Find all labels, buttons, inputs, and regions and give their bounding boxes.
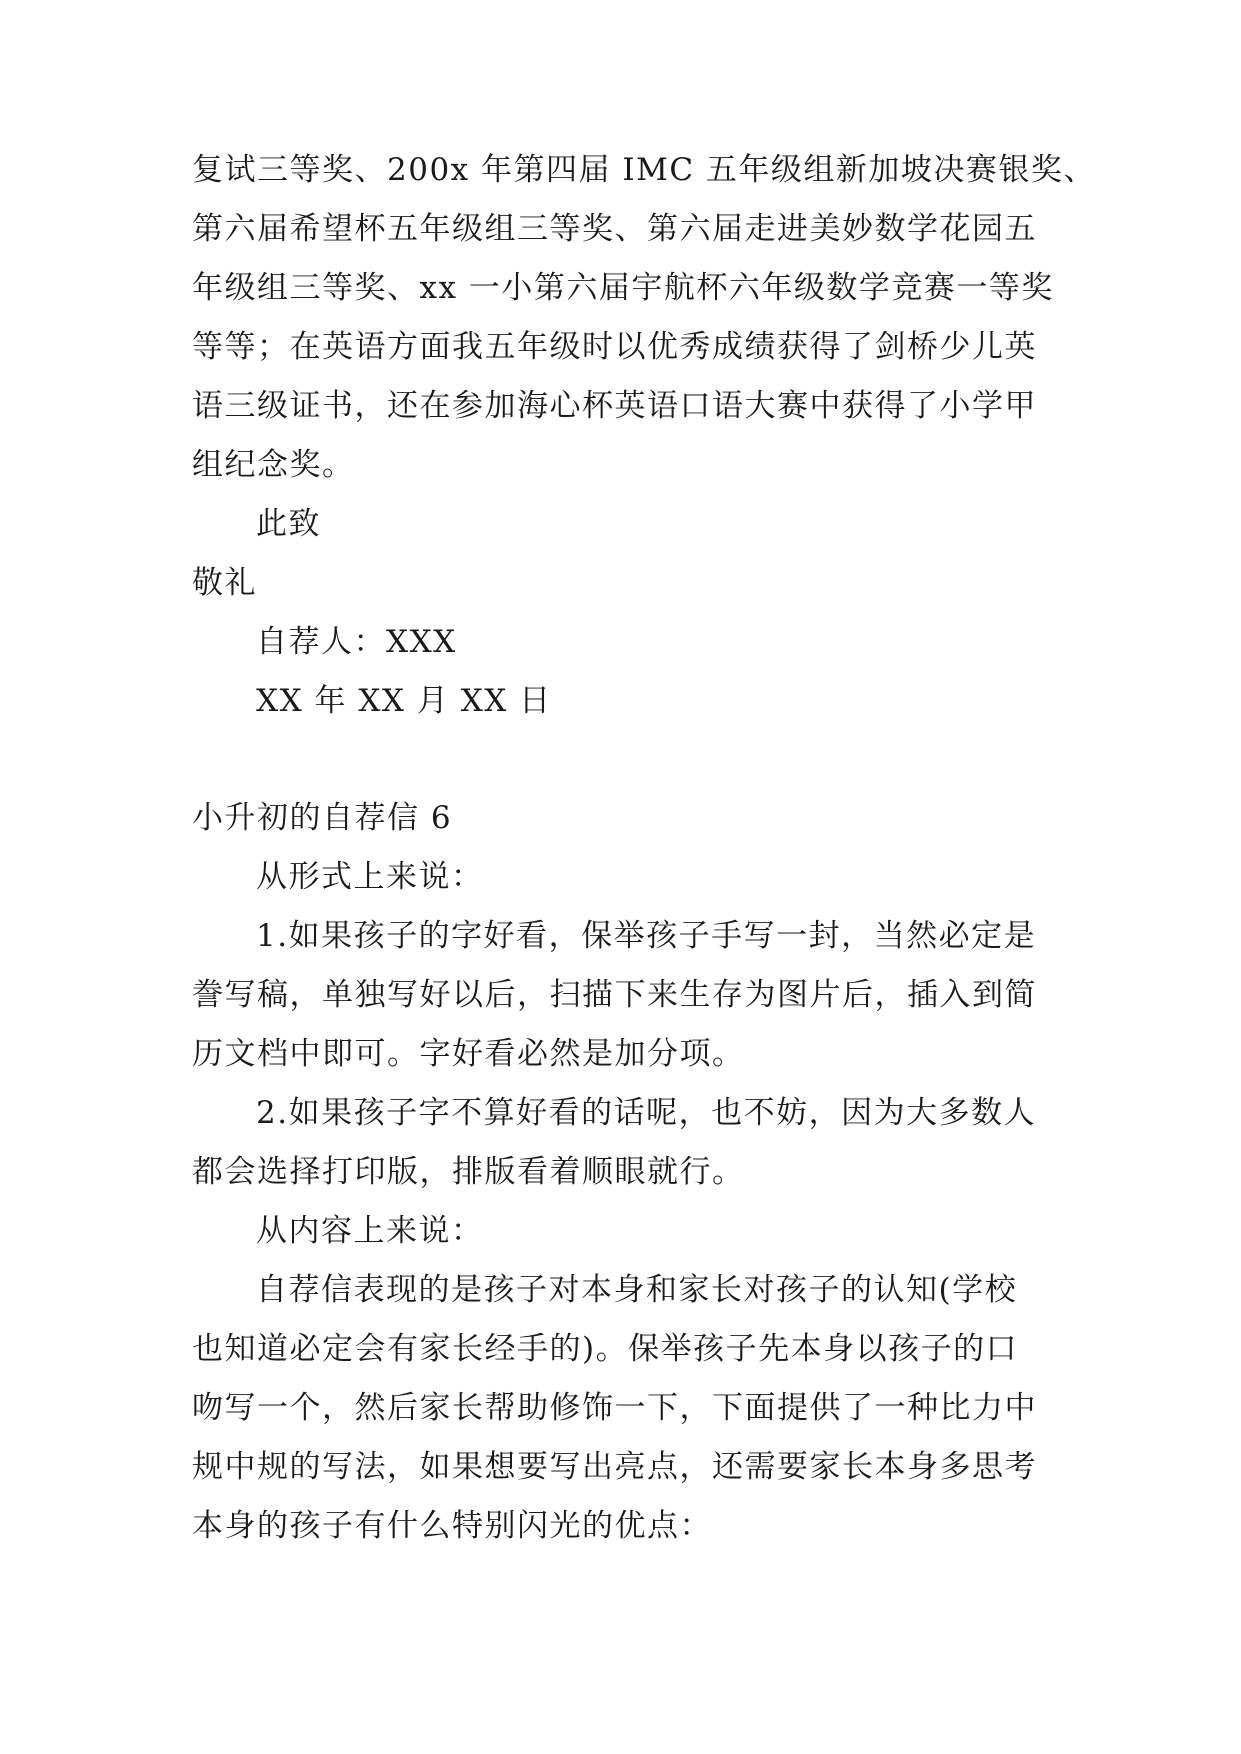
text-line: 年级组三等奖、xx 一小第六届宇航杯六年级数学竞赛一等奖 <box>192 270 1054 306</box>
text-line: 誊写稿，单独写好以后，扫描下来生存为图片后，插入到简 <box>192 977 1037 1013</box>
text-line: 本身的孩子有什么特别闪光的优点： <box>192 1508 712 1544</box>
text-line: 第六届希望杯五年级组三等奖、第六届走进美妙数学花园五 <box>192 211 1037 247</box>
text-line: 自荐信表现的是孩子对本身和家长对孩子的认知(学校 <box>256 1272 1018 1308</box>
text-line: 语三级证书，还在参加海心杯英语口语大赛中获得了小学甲 <box>192 388 1037 424</box>
text-line: 1.如果孩子的字好看，保举孩子手写一封，当然必定是 <box>256 918 1037 954</box>
text-line: 规中规的写法，如果想要写出亮点，还需要家长本身多思考 <box>192 1449 1037 1485</box>
text-line: 复试三等奖、200x 年第四届 IMC 五年级组新加坡决赛银奖、 <box>192 152 1096 188</box>
text-line: 历文档中即可。字好看必然是加分项。 <box>192 1036 745 1072</box>
signature-name: 自荐人：XXX <box>256 624 457 660</box>
closing-regards: 敬礼 <box>192 565 257 601</box>
text-line: 组纪念奖。 <box>192 447 355 483</box>
text-line: 从形式上来说： <box>256 859 484 895</box>
closing-salutation: 此致 <box>256 506 321 542</box>
text-line: 也知道必定会有家长经手的)。保举孩子先本身以孩子的口 <box>192 1331 1019 1367</box>
section-heading: 小升初的自荐信 6 <box>192 800 453 836</box>
text-line: 2.如果孩子字不算好看的话呢，也不妨，因为大多数人 <box>256 1095 1037 1131</box>
text-line: 从内容上来说： <box>256 1213 484 1249</box>
text-line: 等等；在英语方面我五年级时以优秀成绩获得了剑桥少儿英 <box>192 329 1037 365</box>
text-line: 都会选择打印版，排版看着顺眼就行。 <box>192 1154 745 1190</box>
text-line: 吻写一个，然后家长帮助修饰一下，下面提供了一种比力中 <box>192 1390 1037 1426</box>
signature-date: XX 年 XX 月 XX 日 <box>256 683 552 719</box>
